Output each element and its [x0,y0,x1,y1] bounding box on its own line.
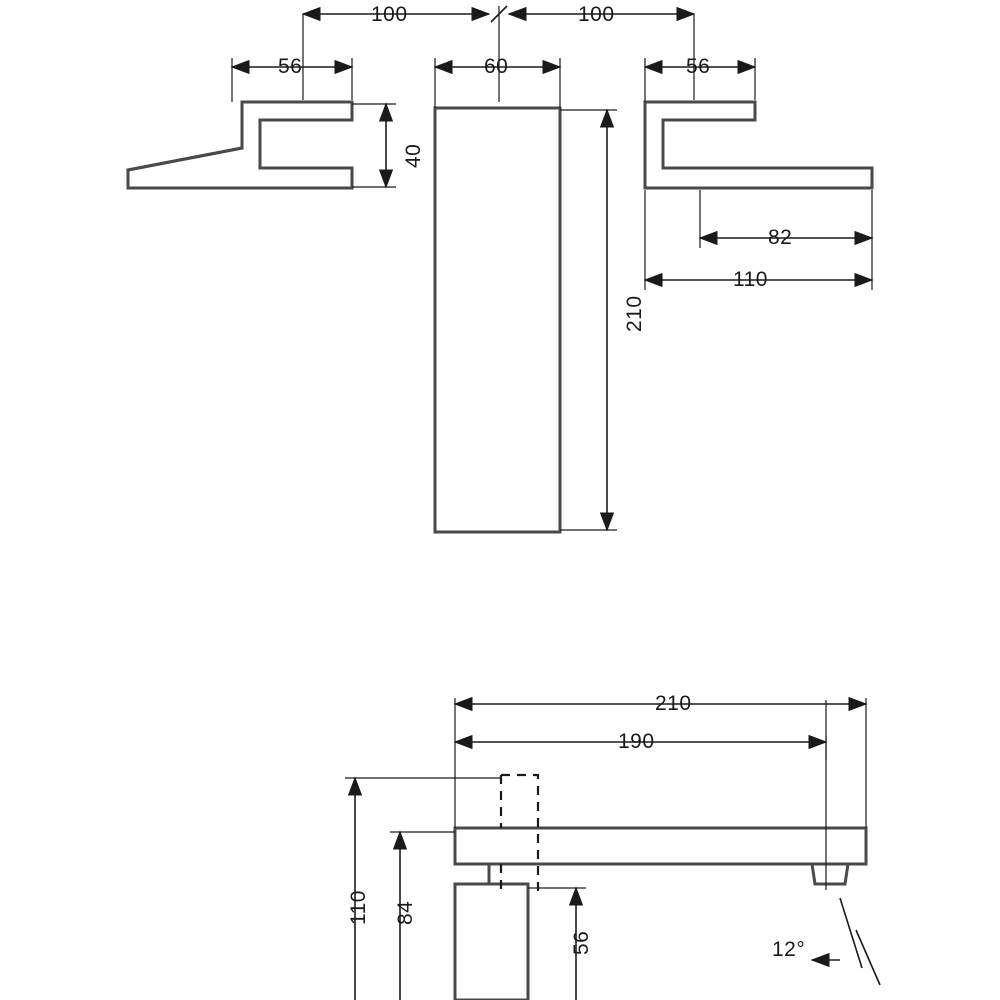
dim-label-handle-right-width: 56 [686,55,711,78]
dim-label-spout-width: 60 [484,55,509,78]
dim-label-base-height: 56 [570,930,593,955]
dim-total-projection [455,698,866,828]
dim-outlet-angle [812,898,880,985]
dim-label-handle-overall: 110 [733,268,768,291]
dim-spout-height [560,110,617,530]
dim-label-total-projection: 210 [655,692,692,715]
dim-label-spout-height: 210 [623,295,646,332]
dim-label-inner-height: 84 [394,900,417,925]
dim-label-handle-left-width: 56 [278,55,303,78]
dim-handle-height [352,104,396,187]
dim-label-handle-projection: 82 [768,226,793,249]
left-handle-shape [128,102,352,188]
dim-label-spout-projection: 190 [618,730,655,753]
center-spout-shape [435,108,560,532]
dim-label-spacing-left: 100 [371,3,408,26]
dim-label-outlet-angle: 12° [772,938,806,961]
dim-spacing-row [303,6,694,102]
dim-label-spacing-right: 100 [578,3,615,26]
dim-label-body-height: 110 [347,890,370,925]
dim-label-handle-height: 40 [402,143,425,168]
right-handle-shape [645,102,872,188]
